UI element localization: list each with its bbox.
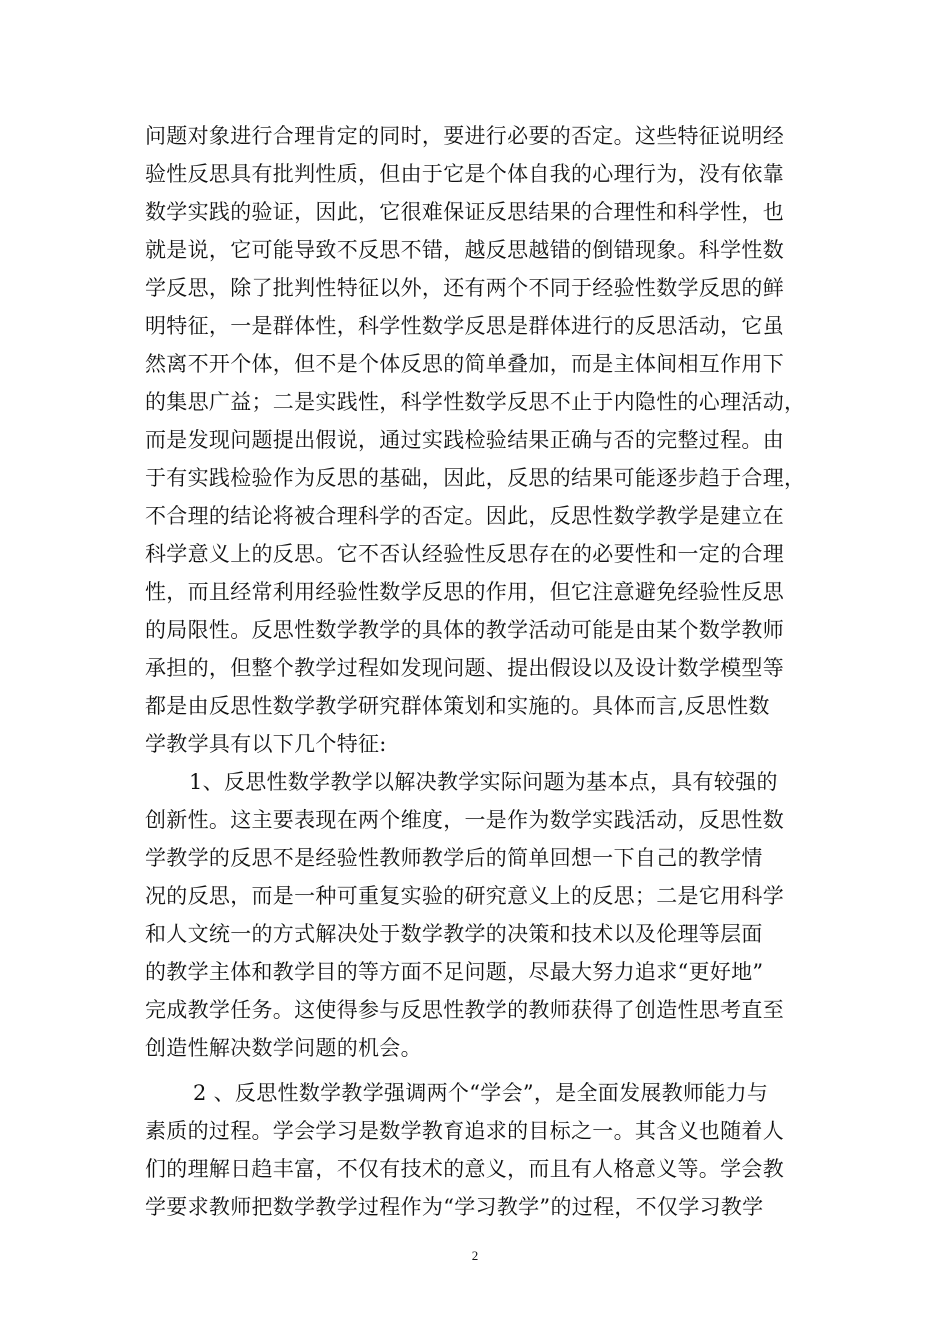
text-line: 明特征，一是群体性，科学性数学反思是群体进行的反思活动，它虽 — [145, 314, 784, 338]
text-line: 素质的过程。学会学习是数学教育追求的目标之一。其含义也随着人 — [145, 1119, 784, 1143]
text-line: 况的反思，而是一种可重复实验的研究意义上的反思；二是它用科学 — [145, 884, 784, 908]
text-line: 学教学具有以下几个特征: — [145, 732, 387, 756]
paragraph-2-first-line: 2 、反思性数学教学强调两个“学会”，是全面发展教师能力与 — [193, 1081, 769, 1105]
text-line: 的集思广益；二是实践性，科学性数学反思不止于内隐性的心理活动， — [145, 390, 806, 414]
page-number: 2 — [471, 1248, 479, 1263]
text-line: 于有实践检验作为反思的基础，因此，反思的结果可能逐步趋于合理， — [145, 466, 806, 490]
text-line: 都是由反思性数学教学研究群体策划和实施的。具体而言,反思性数 — [145, 694, 770, 718]
text-line: 创新性。这主要表现在两个维度，一是作为数学实践活动，反思性数 — [145, 808, 784, 832]
text-line: 就是说，它可能导致不反思不错，越反思越错的倒错现象。科学性数 — [145, 238, 784, 262]
text-line: 数学实践的验证，因此，它很难保证反思结果的合理性和科学性，也 — [145, 200, 784, 224]
text-line: 和人文统一的方式解决处于数学教学的决策和技术以及伦理等层面 — [145, 922, 763, 946]
text-line: 而是发现问题提出假说，通过实践检验结果正确与否的完整过程。由 — [145, 428, 784, 452]
paragraph-1-first-line: 1、反思性数学教学以解决教学实际问题为基本点，具有较强的 — [189, 770, 778, 794]
text-line: 学要求教师把数学教学过程作为“学习教学”的过程，不仅学习教学 — [145, 1195, 764, 1219]
text-line: 科学意义上的反思。它不否认经验性反思存在的必要性和一定的合理 — [145, 542, 784, 566]
text-line: 承担的，但整个教学过程如发现问题、提出假设以及设计数学模型等 — [145, 656, 784, 680]
text-line: 的教学主体和教学目的等方面不足问题，尽最大努力追求“更好地” — [145, 960, 764, 984]
text-line: 完成教学任务。这使得参与反思性教学的教师获得了创造性思考直至 — [145, 998, 784, 1022]
text-line: 然离不开个体，但不是个体反思的简单叠加，而是主体间相互作用下 — [145, 352, 784, 376]
text-line: 不合理的结论将被合理科学的否定。因此，反思性数学教学是建立在 — [145, 504, 784, 528]
text-line: 验性反思具有批判性质，但由于它是个体自我的心理行为，没有依靠 — [145, 162, 784, 186]
text-line: 学反思，除了批判性特征以外，还有两个不同于经验性数学反思的鲜 — [145, 276, 784, 300]
text-line: 问题对象进行合理肯定的同时，要进行必要的否定。这些特征说明经 — [145, 124, 784, 148]
text-line: 们的理解日趋丰富，不仅有技术的意义，而且有人格意义等。学会教 — [145, 1157, 784, 1181]
text-line: 学教学的反思不是经验性教师教学后的简单回想一下自己的教学情 — [145, 846, 763, 870]
text-line: 的局限性。反思性数学教学的具体的教学活动可能是由某个数学教师 — [145, 618, 784, 642]
text-line: 创造性解决数学问题的机会。 — [145, 1036, 422, 1060]
text-line: 性，而且经常利用经验性数学反思的作用，但它注意避免经验性反思 — [145, 580, 784, 604]
